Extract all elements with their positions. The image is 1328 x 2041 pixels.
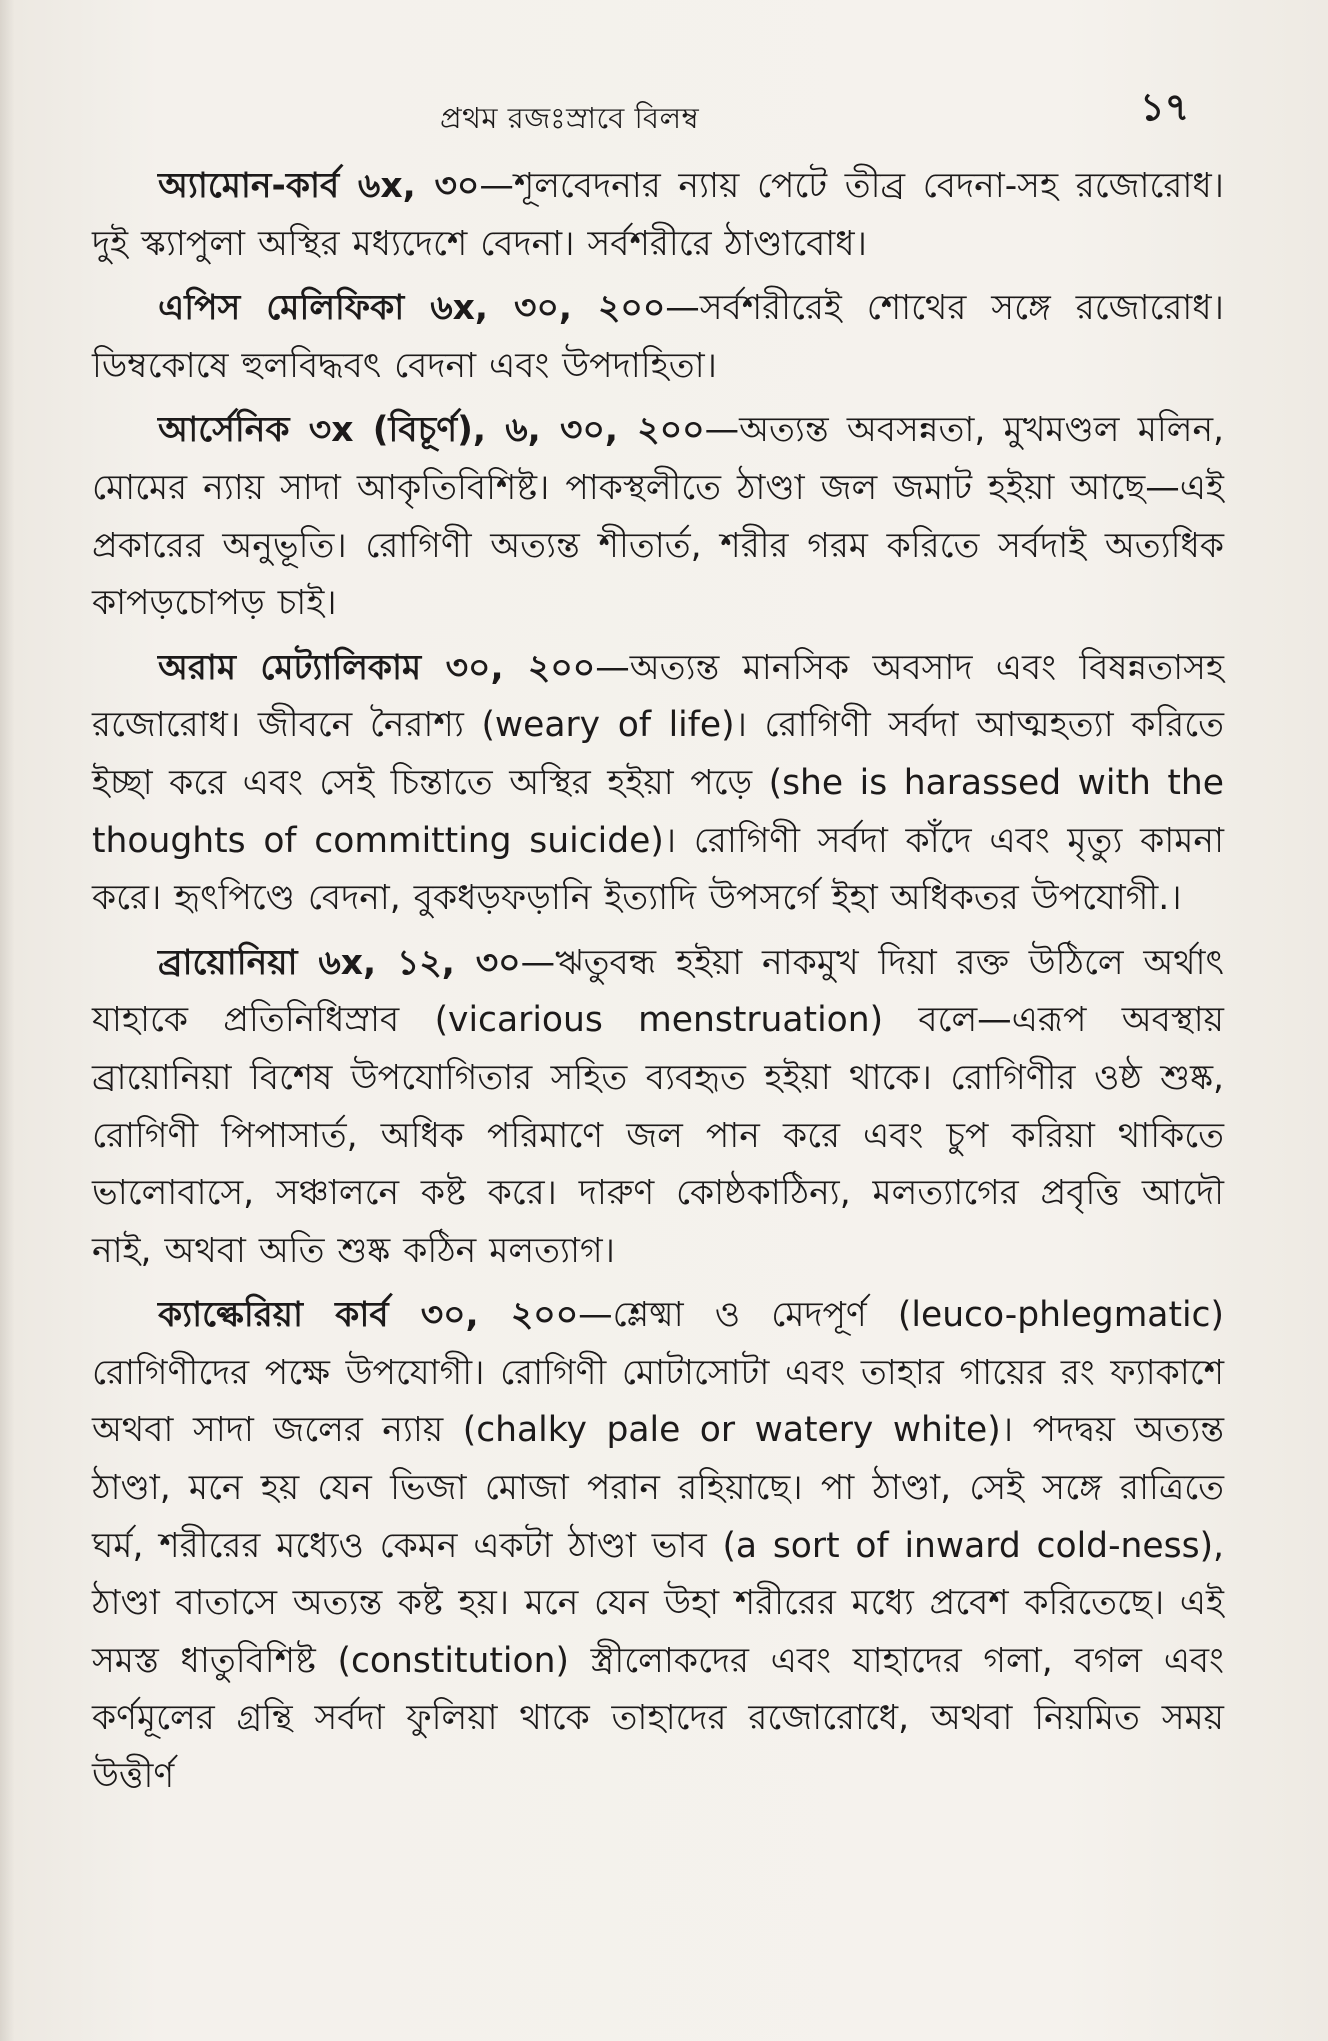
paragraph-text: —শূলবেদনার ন্যায় পেটে তীব্র বেদনা-সহ রজোরোধ। দুই স্ক্যাপুলা অস্থির মধ্যদেশে বেদনা। সর্বশরীরে ঠাণ্ডাবোধ। (92, 166, 1225, 264)
paragraph-arsenicum (92, 402, 1224, 632)
paragraph-ammon-carb (92, 158, 1224, 273)
paragraph-bryonia (92, 935, 1224, 1281)
paragraph-aurum-metallicum (92, 640, 1224, 928)
paragraph-apis-mellifica (92, 280, 1224, 395)
remedy-name: অ্যামোন-কার্ব ৬x, ৩০ (158, 166, 480, 206)
paragraph-text: —অত্যন্ত অবসন্নতা, মুখমণ্ডল মলিন, মোমের ন্যায় সাদা আকৃতিবিশিষ্ট। পাকস্থলীতে ঠাণ্ডা জল জমাট হইয়া আছে—এই প্রকারের অনুভূতি। রোগিণী অত্যন্ত শীতার্ত, শরীর গরম করিতে সর্বদাই অত্যধিক কাপড়চোপড় চাই। (92, 410, 1224, 624)
remedy-name: অরাম মেট্যালিকাম ৩০, ২০০ (158, 647, 596, 688)
paragraph-text: —অত্যন্ত মানসিক অবসাদ এবং বিষন্নতাসহ রজোরোধ। জীবনে নৈরাশ্য (weary of life)। রোগিণী সর্বদা আত্মহত্যা করিতে ইচ্ছা করে এবং সেই চিন্তাতে অস্থির হইয়া পড়ে (she is harassed with the thoughts of committing suicide)। রোগিণী সর্বদা কাঁদে এবং মৃত্যু কামনা করে। হৃৎপিণ্ডে বেদনা, বুকধড়ফড়ানি ইত্যাদি উপসর্গে ইহা অধিকতর উপযোগী.। (92, 647, 1224, 919)
paragraph-text: —সর্বশরীরেই শোথের সঙ্গে রজোরোধ। ডিম্বকোষে হুলবিদ্ধবৎ বেদনা এবং উপদাহিতা। (92, 288, 1224, 386)
paragraph-text: —ঋতুবন্ধ হইয়া নাকমুখ দিয়া রক্ত উঠিলে অর্থাৎ যাহাকে প্রতিনিধিস্রাব (vicarious menstruation) বলে—এরূপ অবস্থায় ব্রায়োনিয়া বিশেষ উপযোগিতার সহিত ব্যবহৃত হইয়া থাকে। রোগিণীর ওষ্ঠ শুষ্ক, রোগিণী পিপাসার্ত, অধিক পরিমাণে জল পান করে এবং চুপ করিয়া থাকিতে ভালোবাসে, সঞ্চালনে কষ্ট করে। দারুণ কোষ্ঠকাঠিন্য, মলত্যাগের প্রবৃত্তি আদৌ নাই, অথবা অতি শুষ্ক কঠিন মলত্যাগ। (92, 942, 1224, 1271)
page-gutter-edge (0, 0, 14, 2041)
paragraph-text: —শ্লেষ্মা ও মেদপূর্ণ (leuco-phlegmatic) রোগিণীদের পক্ষে উপযোগী। রোগিণী মোটাসোটা এবং তাহার গায়ের রং ফ্যাকাশে অথবা সাদা জলের ন্যায় (chalky pale or watery white)। পদদ্বয় অত্যন্ত ঠাণ্ডা, মনে হয় যেন ভিজা মোজা পরান রহিয়াছে। পা ঠাণ্ডা, সেই সঙ্গে রাত্রিতে ঘর্ম, শরীরের মধ্যেও কেমন একটা ঠাণ্ডা ভাব (a sort of inward cold-ness), ঠাণ্ডা বাতাসে অত্যন্ত কষ্ট হয়। মনে যেন উহা শরীরের মধ্যে প্রবেশ করিতেছে। এই সমস্ত ধাতুবিশিষ্ট (constitution) স্ত্রীলোকদের এবং যাহাদের গলা, বগল এবং কর্ণমূলের গ্রন্থি সর্বদা ফুলিয়া থাকে তাহাদের রজোরোধে, অথবা নিয়মিত সময় উত্তীর্ণ (92, 1295, 1224, 1797)
remedy-name: এপিস মেলিফিকা ৬x, ৩০, ২০০ (158, 288, 666, 329)
paragraph-calcarea-carb (92, 1287, 1224, 1805)
page-number: ১৭ (1140, 85, 1190, 129)
page-header (0, 78, 1328, 138)
running-title: প্রথম রজঃস্রাবে বিলম্ব (440, 101, 700, 135)
remedy-name: আর্সেনিক ৩x (বিচূর্ণ), ৬, ৩০, ২০০ (158, 410, 705, 451)
body-text (92, 158, 1224, 1813)
remedy-name: ব্রায়োনিয়া ৬x, ১২, ৩০ (158, 942, 521, 983)
remedy-name: ক্যাল্কেরিয়া কার্ব ৩০, ২০০ (158, 1295, 579, 1336)
